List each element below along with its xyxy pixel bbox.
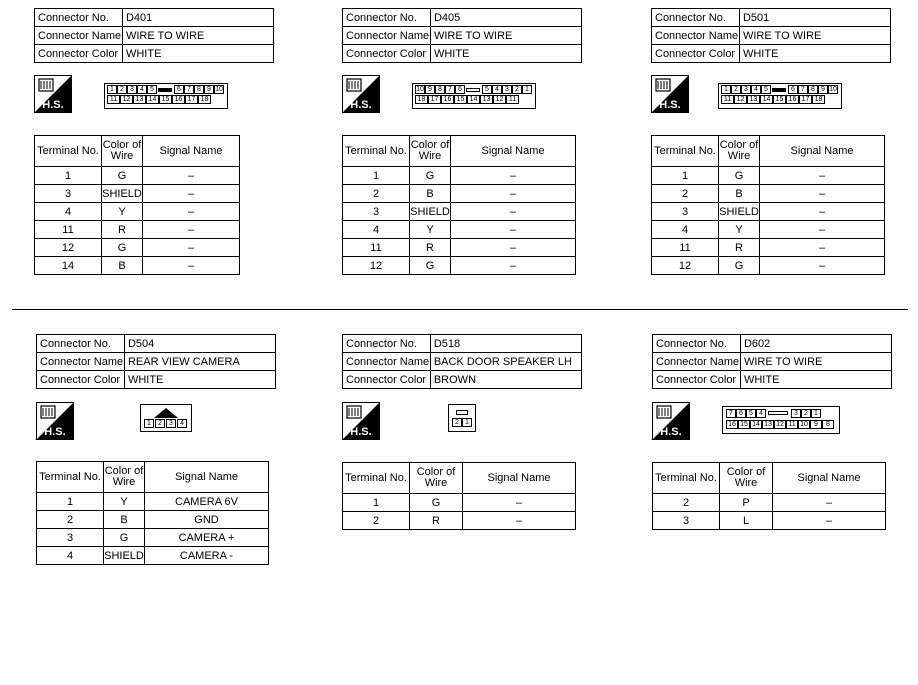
connector-color-value: WHITE — [124, 371, 275, 389]
table-row — [652, 257, 885, 275]
pin-cell: 9 — [818, 85, 828, 94]
connector-color-value: WHITE — [739, 45, 890, 63]
pin-cell: 11 — [107, 95, 120, 104]
wire-color-cell: G — [719, 167, 760, 185]
table-row — [37, 529, 269, 547]
connector-no-label: Connector No. — [653, 335, 741, 353]
hs-icon-graphic — [36, 402, 74, 440]
pin-cell: 14 — [467, 95, 480, 104]
svg-text:H.S.: H.S. — [42, 99, 64, 111]
connector-no-value: D501 — [739, 9, 890, 27]
pin-cell: 3 — [741, 85, 751, 94]
pin-cell: 17 — [185, 95, 198, 104]
pin-cell: 7 — [184, 85, 194, 94]
color-of-wire-header — [104, 462, 145, 493]
hs-icon — [36, 402, 74, 440]
pin-cell: 15 — [738, 420, 750, 429]
connector-no-label: Connector No. — [343, 9, 431, 27]
table-row — [652, 239, 885, 257]
terminal-no-cell: 1 — [37, 493, 104, 511]
color-of-wire-header — [719, 136, 760, 167]
connector-color-value: WHITE — [740, 371, 891, 389]
signal-name-cell: – — [760, 257, 885, 275]
terminal-no-cell: 11 — [652, 239, 719, 257]
signal-name-cell: – — [451, 239, 576, 257]
terminal-no-cell: 11 — [35, 221, 102, 239]
connector-name-label: Connector Name — [343, 353, 431, 371]
pin-cell: 5 — [147, 85, 157, 94]
table-row — [37, 511, 269, 529]
connector-name-label: Connector Name — [37, 353, 125, 371]
connector-name-value: WIRE TO WIRE — [739, 27, 890, 45]
table-row — [343, 512, 576, 530]
pin-cell: 16 — [726, 420, 738, 429]
terminal-no-cell: 14 — [35, 257, 102, 275]
color-of-label: Color of — [102, 139, 142, 151]
svg-text:H.S.: H.S. — [350, 426, 372, 438]
table-row — [343, 203, 576, 221]
table-row — [35, 203, 240, 221]
table-row — [343, 239, 576, 257]
pin-cell: 6 — [174, 85, 184, 94]
pin-cell: 14 — [750, 420, 762, 429]
connector-block-d518 — [342, 334, 582, 527]
wire-color-cell: SHIELD — [719, 203, 760, 221]
terminal-table — [342, 462, 576, 530]
color-of-wire-header — [720, 463, 773, 494]
terminal-no-cell: 4 — [37, 547, 104, 565]
color-of-wire-header — [102, 136, 143, 167]
pin-cell: 15 — [773, 95, 786, 104]
pin-cell: 5 — [761, 85, 771, 94]
pin-cell: 1 — [144, 419, 154, 428]
wire-color-cell: B — [719, 185, 760, 203]
hs-icon — [342, 75, 380, 113]
table-row — [343, 257, 576, 275]
connector-color-label: Connector Color — [343, 45, 431, 63]
pin-cell: 10 — [215, 86, 223, 93]
color-of-label: Color of — [726, 466, 766, 478]
pin-cell: 1 — [522, 85, 532, 94]
connector-no-label: Connector No. — [35, 9, 123, 27]
pin-cell: 3 — [127, 85, 137, 94]
connector-no-value: D602 — [740, 335, 891, 353]
signal-name-cell: – — [773, 494, 886, 512]
pin-cell: 2 — [452, 418, 462, 427]
connector-info-table — [651, 8, 891, 63]
connector-block-d504 — [36, 334, 276, 562]
wire-color-cell: Y — [719, 221, 760, 239]
terminal-table — [651, 135, 885, 275]
pin-cell: 12 — [493, 95, 506, 104]
wire-color-cell: G — [410, 257, 451, 275]
pin-cell: 7 — [445, 85, 455, 94]
wire-color-cell: Y — [410, 221, 451, 239]
terminal-no-cell: 1 — [343, 494, 410, 512]
pin-cell: 2 — [155, 419, 165, 428]
wire-color-cell: P — [720, 494, 773, 512]
connector-name-value: REAR VIEW CAMERA — [124, 353, 275, 371]
signal-name-header: Signal Name — [451, 136, 576, 167]
connector-name-value: WIRE TO WIRE — [122, 27, 273, 45]
pin-cell: 4 — [756, 409, 766, 418]
signal-name-header: Signal Name — [463, 463, 576, 494]
wire-color-cell: B — [102, 257, 143, 275]
connector-info-table — [36, 334, 276, 389]
terminal-no-cell: 3 — [652, 203, 719, 221]
connector-latch — [768, 411, 788, 415]
terminal-no-header: Terminal No. — [652, 136, 719, 167]
terminal-no-cell: 3 — [343, 203, 410, 221]
terminal-no-cell: 2 — [653, 494, 720, 512]
wire-color-cell: R — [410, 239, 451, 257]
connector-name-value: WIRE TO WIRE — [430, 27, 581, 45]
pin-cell: 5 — [746, 409, 756, 418]
pin-cell: 3 — [791, 409, 801, 418]
connector-color-value: WHITE — [122, 45, 273, 63]
connector-block-d401 — [34, 8, 274, 272]
pin-cell: 1 — [462, 418, 472, 427]
pin-cell: 2 — [117, 85, 127, 94]
terminal-table — [34, 135, 240, 275]
color-of-wire-header — [410, 136, 451, 167]
connector-color-label: Connector Color — [37, 371, 125, 389]
signal-name-cell: – — [463, 494, 576, 512]
wire-label: Wire — [727, 150, 751, 162]
connector-block-d501 — [651, 8, 891, 272]
pin-cell: 13 — [747, 95, 760, 104]
pin-cell: 8 — [194, 85, 204, 94]
pin-cell: 2 — [801, 409, 811, 418]
connector-name-value: BACK DOOR SPEAKER LH — [430, 353, 581, 371]
pin-cell: 13 — [762, 420, 774, 429]
signal-name-cell: – — [143, 185, 240, 203]
connector-name-value: WIRE TO WIRE — [740, 353, 891, 371]
pin-cell: 1 — [811, 409, 821, 418]
svg-text:H.S.: H.S. — [660, 426, 682, 438]
pin-cell: 12 — [774, 420, 786, 429]
terminal-table — [342, 135, 576, 275]
pin-cell: 1 — [107, 85, 117, 94]
wire-color-cell: G — [102, 239, 143, 257]
table-row — [37, 547, 269, 565]
terminal-no-cell: 2 — [343, 512, 410, 530]
table-row — [343, 185, 576, 203]
pin-cell: 16 — [172, 95, 185, 104]
pin-cell: 9 — [810, 420, 822, 429]
terminal-no-cell: 3 — [35, 185, 102, 203]
wire-label: Wire — [110, 150, 134, 162]
pin-cell: 5 — [482, 85, 492, 94]
signal-name-header: Signal Name — [773, 463, 886, 494]
signal-name-cell: – — [451, 167, 576, 185]
terminal-no-cell: 1 — [35, 167, 102, 185]
table-row — [35, 239, 240, 257]
table-row — [37, 493, 269, 511]
wire-color-cell: SHIELD — [104, 547, 145, 565]
signal-name-cell: – — [143, 239, 240, 257]
pin-cell: 4 — [751, 85, 761, 94]
terminal-table — [36, 461, 269, 565]
signal-name-cell: CAMERA + — [145, 529, 269, 547]
connector-color-label: Connector Color — [653, 371, 741, 389]
svg-text:H.S.: H.S. — [350, 99, 372, 111]
wire-color-cell: B — [104, 511, 145, 529]
pin-cell: 9 — [425, 85, 435, 94]
connector-no-value: D401 — [122, 9, 273, 27]
terminal-no-header: Terminal No. — [343, 463, 410, 494]
signal-name-cell: – — [760, 239, 885, 257]
pin-cell: 11 — [786, 420, 798, 429]
signal-name-cell: – — [760, 167, 885, 185]
pin-cell: 8 — [808, 85, 818, 94]
pin-cell: 18 — [812, 95, 825, 104]
wire-color-cell: R — [102, 221, 143, 239]
wire-color-cell: B — [410, 185, 451, 203]
terminal-table — [652, 462, 886, 530]
terminal-no-cell: 3 — [37, 529, 104, 547]
signal-name-header: Signal Name — [760, 136, 885, 167]
table-row — [343, 167, 576, 185]
signal-name-cell: GND — [145, 511, 269, 529]
pin-cell: 10 — [798, 420, 810, 429]
table-row — [653, 512, 886, 530]
wire-label: Wire — [734, 477, 758, 489]
pin-cell: 13 — [133, 95, 146, 104]
pin-cell: 4 — [137, 85, 147, 94]
pin-cell: 2 — [512, 85, 522, 94]
wire-color-cell: L — [720, 512, 773, 530]
wire-label: Wire — [418, 150, 442, 162]
wire-color-cell: G — [102, 167, 143, 185]
signal-name-cell: CAMERA - — [145, 547, 269, 565]
table-row — [343, 221, 576, 239]
signal-name-header: Signal Name — [145, 462, 269, 493]
wire-color-cell: Y — [102, 203, 143, 221]
terminal-no-cell: 4 — [652, 221, 719, 239]
color-of-label: Color of — [410, 139, 450, 151]
signal-name-cell: – — [143, 203, 240, 221]
terminal-no-header: Terminal No. — [37, 462, 104, 493]
signal-name-cell: – — [143, 167, 240, 185]
svg-text:H.S.: H.S. — [659, 99, 681, 111]
connector-no-value: D405 — [430, 9, 581, 27]
color-of-wire-header — [410, 463, 463, 494]
connector-no-label: Connector No. — [652, 9, 740, 27]
connector-color-value: BROWN — [430, 371, 581, 389]
wire-color-cell: SHIELD — [410, 203, 451, 221]
terminal-no-cell: 2 — [343, 185, 410, 203]
wire-color-cell: R — [719, 239, 760, 257]
connector-latch — [772, 88, 786, 92]
terminal-no-cell: 12 — [35, 239, 102, 257]
pin-cell: 4 — [492, 85, 502, 94]
signal-name-cell: – — [760, 185, 885, 203]
signal-name-cell: – — [451, 203, 576, 221]
connector-color-label: Connector Color — [652, 45, 740, 63]
connector-color-label: Connector Color — [35, 45, 123, 63]
connector-name-label: Connector Name — [653, 353, 741, 371]
terminal-no-cell: 12 — [343, 257, 410, 275]
hs-icon-graphic — [342, 402, 380, 440]
pin-cell: 3 — [502, 85, 512, 94]
signal-name-cell: – — [451, 221, 576, 239]
wire-color-cell: Y — [104, 493, 145, 511]
connector-no-value: D518 — [430, 335, 581, 353]
pin-cell: 14 — [760, 95, 773, 104]
pin-cell: 16 — [786, 95, 799, 104]
wire-color-cell: G — [410, 494, 463, 512]
pin-cell: 8 — [822, 420, 834, 429]
hs-icon — [651, 75, 689, 113]
table-row — [652, 203, 885, 221]
terminal-no-header: Terminal No. — [653, 463, 720, 494]
pin-cell: 7 — [798, 85, 808, 94]
pin-cell: 11 — [506, 95, 519, 104]
pin-cell: 7 — [726, 409, 736, 418]
connector-color-label: Connector Color — [343, 371, 431, 389]
table-row — [652, 167, 885, 185]
signal-name-cell: – — [143, 257, 240, 275]
wire-color-cell: SHIELD — [102, 185, 143, 203]
table-row — [652, 185, 885, 203]
table-row — [35, 167, 240, 185]
pin-cell: 18 — [415, 95, 428, 104]
terminal-no-cell: 4 — [343, 221, 410, 239]
signal-name-header: Signal Name — [143, 136, 240, 167]
table-row — [343, 494, 576, 512]
pin-cell: 1 — [721, 85, 731, 94]
wire-color-cell: R — [410, 512, 463, 530]
hs-icon-graphic — [34, 75, 72, 113]
hs-icon — [34, 75, 72, 113]
connector-info-table — [652, 334, 892, 389]
signal-name-cell: – — [760, 203, 885, 221]
color-of-label: Color of — [416, 466, 456, 478]
pin-cell: 10 — [829, 86, 837, 93]
table-row — [35, 257, 240, 275]
wire-label: Wire — [112, 476, 136, 488]
signal-name-cell: – — [760, 221, 885, 239]
hs-icon-graphic — [652, 402, 690, 440]
pin-cell: 15 — [159, 95, 172, 104]
connector-block-d602 — [652, 334, 892, 527]
terminal-no-cell: 2 — [652, 185, 719, 203]
color-of-label: Color of — [719, 139, 759, 151]
connector-name-label: Connector Name — [343, 27, 431, 45]
terminal-no-cell: 2 — [37, 511, 104, 529]
wire-color-cell: G — [104, 529, 145, 547]
terminal-no-cell: 3 — [653, 512, 720, 530]
wire-color-cell: G — [719, 257, 760, 275]
pin-cell: 15 — [454, 95, 467, 104]
hs-icon-graphic — [651, 75, 689, 113]
hs-icon — [342, 402, 380, 440]
signal-name-cell: – — [451, 185, 576, 203]
table-row — [652, 221, 885, 239]
pin-cell: 11 — [721, 95, 734, 104]
signal-name-cell: CAMERA 6V — [145, 493, 269, 511]
table-row — [653, 494, 886, 512]
connector-name-label: Connector Name — [652, 27, 740, 45]
connector-info-table — [342, 334, 582, 389]
signal-name-cell: – — [143, 221, 240, 239]
pin-cell: 3 — [166, 419, 176, 428]
table-row — [35, 221, 240, 239]
signal-name-cell: – — [451, 257, 576, 275]
connector-block-d405 — [342, 8, 582, 272]
terminal-no-cell: 11 — [343, 239, 410, 257]
pin-cell: 13 — [480, 95, 493, 104]
connector-color-value: WHITE — [430, 45, 581, 63]
hs-icon-graphic — [342, 75, 380, 113]
pin-cell: 18 — [198, 95, 211, 104]
pin-cell: 12 — [120, 95, 133, 104]
pin-cell: 8 — [435, 85, 445, 94]
terminal-no-cell: 1 — [652, 167, 719, 185]
hs-icon — [652, 402, 690, 440]
terminal-no-cell: 12 — [652, 257, 719, 275]
terminal-no-header: Terminal No. — [35, 136, 102, 167]
connector-latch — [158, 88, 172, 92]
pin-cell: 6 — [736, 409, 746, 418]
pin-cell: 17 — [428, 95, 441, 104]
pin-cell: 4 — [177, 419, 187, 428]
terminal-no-header: Terminal No. — [343, 136, 410, 167]
pin-cell: 10 — [416, 86, 424, 93]
terminal-no-cell: 4 — [35, 203, 102, 221]
pin-cell: 6 — [455, 85, 465, 94]
connector-info-table — [34, 8, 274, 63]
connector-latch — [456, 410, 468, 415]
pin-cell: 16 — [441, 95, 454, 104]
pin-cell: 12 — [734, 95, 747, 104]
connector-no-label: Connector No. — [37, 335, 125, 353]
wire-color-cell: G — [410, 167, 451, 185]
terminal-no-cell: 1 — [343, 167, 410, 185]
connector-no-label: Connector No. — [343, 335, 431, 353]
pin-cell: 6 — [788, 85, 798, 94]
color-of-label: Color of — [104, 465, 144, 477]
pin-cell: 9 — [204, 85, 214, 94]
signal-name-cell: – — [463, 512, 576, 530]
pin-cell: 2 — [731, 85, 741, 94]
section-divider — [12, 309, 908, 310]
connector-no-value: D504 — [124, 335, 275, 353]
connector-name-label: Connector Name — [35, 27, 123, 45]
connector-latch — [466, 88, 480, 92]
svg-text:H.S.: H.S. — [44, 426, 66, 438]
signal-name-cell: – — [773, 512, 886, 530]
table-row — [35, 185, 240, 203]
pin-cell: 14 — [146, 95, 159, 104]
pin-cell: 17 — [799, 95, 812, 104]
wire-label: Wire — [424, 477, 448, 489]
connector-info-table — [342, 8, 582, 63]
